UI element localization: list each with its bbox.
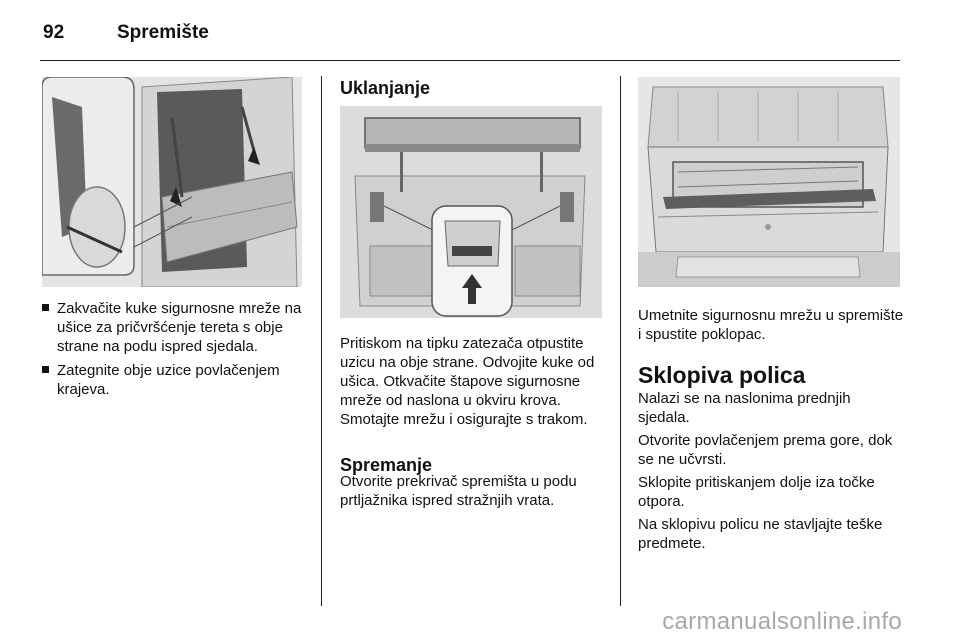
bullet-item	[42, 361, 304, 399]
header-rule	[40, 60, 900, 61]
page-number: 92	[43, 22, 65, 43]
square-bullet-icon	[42, 366, 49, 373]
column-divider-right	[620, 76, 621, 606]
removal-paragraph: Pritiskom na tipku zatezača otpustite uzicu na obje strane. Odvojite kuke od ušica. Otkvačite štapove sigurnosne mreže od naslona u okviru krova. Smotajte mrežu i osigurajte s trakom.	[340, 335, 595, 428]
page-title: Spremište	[117, 22, 209, 43]
illustration-floor-storage	[638, 77, 900, 287]
shelf-paragraph: Na sklopivu policu ne stavljajte teške predmete.	[638, 516, 883, 552]
folding-shelf-text	[638, 389, 906, 557]
shelf-paragraph: Otvorite povlačenjem prema gore, dok se ne učvrsti.	[638, 432, 893, 468]
shelf-paragraph: Sklopite pritiskanjem dolje iza točke otpora.	[638, 474, 875, 510]
instruction-bullets	[42, 299, 304, 404]
heading-removal: Uklanjanje	[340, 78, 431, 98]
illustration-tensioner-release	[340, 106, 602, 318]
bullet-text: Zakvačite kuke sigurnosne mreže na ušice za pričvršćenje tereta s obje strane na podu ispred sjedala.	[57, 300, 302, 355]
heading-storage: Spremanje	[340, 455, 433, 475]
bullet-item	[42, 299, 304, 356]
insert-paragraph: Umetnite sigurnosnu mrežu u spremište i spustite poklopac.	[638, 307, 904, 343]
illustration-net-hooks	[42, 77, 302, 287]
shelf-paragraph: Nalazi se na naslonima prednjih sjedala.	[638, 390, 851, 426]
square-bullet-icon	[42, 304, 49, 311]
heading-folding-shelf: Sklopiva polica	[638, 362, 806, 388]
watermark-link[interactable]: carmanualsonline.info	[662, 608, 902, 635]
storage-paragraph: Otvorite prekrivač spremišta u podu prtljažnika ispred stražnjih vrata.	[340, 473, 577, 509]
bullet-text: Zategnite obje uzice povlačenjem krajeva.	[57, 362, 280, 398]
column-divider-left	[321, 76, 322, 606]
